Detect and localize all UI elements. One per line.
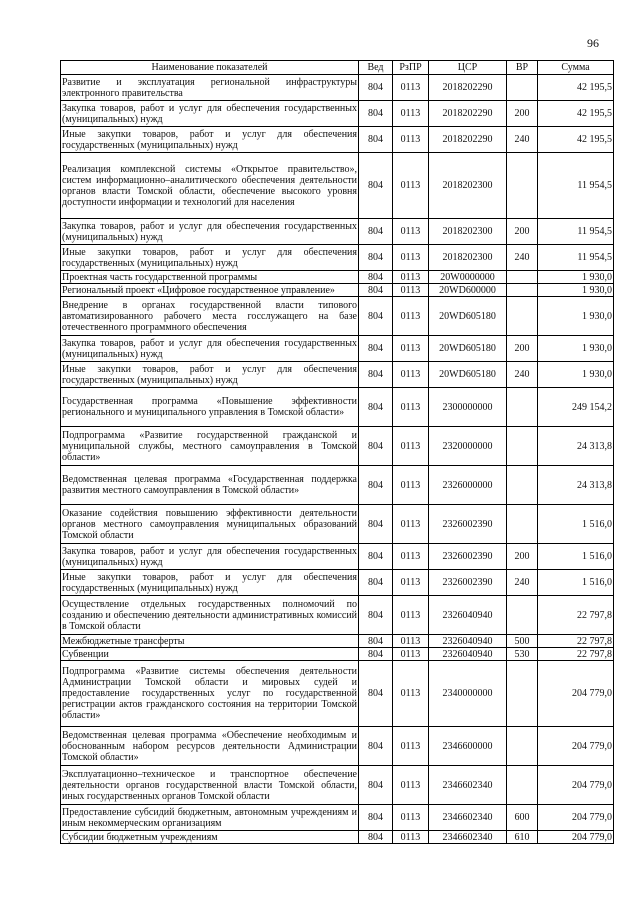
cell-ved: 804 xyxy=(359,805,393,831)
cell-vr: 240 xyxy=(507,245,538,271)
cell-ved: 804 xyxy=(359,648,393,661)
cell-csr: 2300000000 xyxy=(429,388,507,427)
cell-sum: 22 797,8 xyxy=(538,635,614,648)
cell-csr: 2326040940 xyxy=(429,648,507,661)
table-row xyxy=(61,596,614,635)
cell-vr xyxy=(507,297,538,336)
cell-name: Иные закупки товаров, работ и услуг для обеспечения государственных (муниципальных) нужд xyxy=(62,128,357,151)
cell-sum: 22 797,8 xyxy=(538,648,614,661)
cell-sum: 204 779,0 xyxy=(538,661,614,727)
cell-rzpr: 0113 xyxy=(393,362,429,388)
cell-ved: 804 xyxy=(359,466,393,505)
cell-csr: 2346602340 xyxy=(429,831,507,844)
cell-csr: 2018202290 xyxy=(429,101,507,127)
cell-rzpr: 0113 xyxy=(393,661,429,727)
cell-ved: 804 xyxy=(359,271,393,284)
cell-csr: 2018202300 xyxy=(429,153,507,219)
cell-vr xyxy=(507,427,538,466)
cell-vr: 610 xyxy=(507,831,538,844)
table-row xyxy=(61,127,614,153)
cell-rzpr: 0113 xyxy=(393,805,429,831)
cell-sum: 24 313,8 xyxy=(538,427,614,466)
cell-csr: 20WD605180 xyxy=(429,362,507,388)
cell-vr xyxy=(507,661,538,727)
cell-rzpr: 0113 xyxy=(393,831,429,844)
header-name: Наименование показателей xyxy=(61,61,359,75)
cell-rzpr: 0113 xyxy=(393,297,429,336)
header-sum: Сумма xyxy=(538,61,614,75)
table-row xyxy=(61,75,614,101)
cell-name: Ведомственная целевая программа «Обеспечение необходимым и обоснованным набором ресурсов деятельности Администрации Томской области» xyxy=(61,727,359,766)
table-row xyxy=(61,766,614,805)
cell-rzpr: 0113 xyxy=(393,648,429,661)
header-vr: ВР xyxy=(507,61,538,75)
cell-csr: 2018202290 xyxy=(429,127,507,153)
table-row xyxy=(61,727,614,766)
cell-csr: 2346600000 xyxy=(429,727,507,766)
cell-csr: 2340000000 xyxy=(429,661,507,727)
cell-vr: 200 xyxy=(507,101,538,127)
cell-name: Эксплуатационно–техническое и транспортное обеспечение деятельности органов государственной власти Томской области, иных государственных органов Томской области xyxy=(61,766,359,805)
table-row xyxy=(61,570,614,596)
cell-sum: 249 154,2 xyxy=(538,388,614,427)
cell-rzpr: 0113 xyxy=(393,544,429,570)
cell-ved: 804 xyxy=(359,766,393,805)
budget-table xyxy=(60,60,614,844)
cell-vr: 240 xyxy=(507,362,538,388)
cell-name: Государственная программа «Повышение эффективности регионального и муниципального управления в Томской области» xyxy=(61,388,359,427)
cell-vr xyxy=(507,284,538,297)
cell-rzpr: 0113 xyxy=(393,635,429,648)
cell-name: Закупка товаров, работ и услуг для обеспечения государственных (муниципальных) нужд xyxy=(62,220,357,243)
cell-sum: 204 779,0 xyxy=(538,831,614,844)
cell-vr: 200 xyxy=(507,544,538,570)
cell-rzpr: 0113 xyxy=(393,271,429,284)
cell-sum: 1 516,0 xyxy=(538,570,614,596)
cell-sum: 1 930,0 xyxy=(538,336,614,362)
cell-rzpr: 0113 xyxy=(393,596,429,635)
cell-name: Субсидии бюджетным учреждениям xyxy=(61,831,359,844)
cell-name: Предоставление субсидий бюджетным, автономным учреждениям и иным некоммерческим организациям xyxy=(62,806,357,829)
cell-sum: 24 313,8 xyxy=(538,466,614,505)
cell-name: Развитие и эксплуатация региональной инфраструктуры электронного правительства xyxy=(62,76,357,99)
cell-ved: 804 xyxy=(359,101,393,127)
cell-rzpr: 0113 xyxy=(393,466,429,505)
cell-sum: 204 779,0 xyxy=(538,805,614,831)
cell-rzpr: 0113 xyxy=(393,570,429,596)
cell-sum: 11 954,5 xyxy=(538,219,614,245)
cell-name: Закупка товаров, работ и услуг для обеспечения государственных (муниципальных) нужд xyxy=(62,545,357,568)
table-row xyxy=(61,661,614,727)
cell-vr xyxy=(507,727,538,766)
table-row xyxy=(61,362,614,388)
cell-sum: 11 954,5 xyxy=(538,153,614,219)
cell-ved: 804 xyxy=(359,661,393,727)
cell-rzpr: 0113 xyxy=(393,153,429,219)
cell-name: Подпрограмма «Развитие государственной гражданской и муниципальной службы, местного самоуправления в Томской области» xyxy=(61,427,359,466)
cell-sum: 22 797,8 xyxy=(538,596,614,635)
table-row xyxy=(61,245,614,271)
cell-csr: 20W0000000 xyxy=(429,271,507,284)
cell-rzpr: 0113 xyxy=(393,101,429,127)
cell-csr: 2326040940 xyxy=(429,635,507,648)
header-csr: ЦСР xyxy=(429,61,507,75)
cell-sum: 1 516,0 xyxy=(538,544,614,570)
cell-sum: 42 195,5 xyxy=(538,75,614,101)
cell-vr xyxy=(507,153,538,219)
table-row xyxy=(61,336,614,362)
cell-rzpr: 0113 xyxy=(393,219,429,245)
cell-sum: 42 195,5 xyxy=(538,127,614,153)
cell-csr: 2326002390 xyxy=(429,544,507,570)
cell-rzpr: 0113 xyxy=(393,505,429,544)
table-row xyxy=(61,271,614,284)
cell-sum: 1 930,0 xyxy=(538,362,614,388)
cell-ved: 804 xyxy=(359,362,393,388)
table-row xyxy=(61,831,614,844)
table-row xyxy=(61,635,614,648)
cell-rzpr: 0113 xyxy=(393,127,429,153)
cell-csr: 2018202300 xyxy=(429,219,507,245)
cell-ved: 804 xyxy=(359,245,393,271)
header-rzpr: РзПР xyxy=(393,61,429,75)
cell-csr: 2320000000 xyxy=(429,427,507,466)
table-body xyxy=(61,75,614,844)
table-row xyxy=(61,805,614,831)
cell-ved: 804 xyxy=(359,505,393,544)
table-row xyxy=(61,284,614,297)
cell-name: Иные закупки товаров, работ и услуг для обеспечения государственных (муниципальных) нужд xyxy=(62,363,357,386)
cell-sum: 1 930,0 xyxy=(538,297,614,336)
cell-csr: 20WD600000 xyxy=(429,284,507,297)
cell-vr: 200 xyxy=(507,219,538,245)
cell-ved: 804 xyxy=(359,219,393,245)
cell-ved: 804 xyxy=(359,127,393,153)
cell-name: Ведомственная целевая программа «Государственная поддержка развития местного самоуправления в Томской области» xyxy=(61,466,359,505)
cell-name: Закупка товаров, работ и услуг для обеспечения государственных (муниципальных) нужд xyxy=(62,337,357,360)
header-ved: Вед xyxy=(359,61,393,75)
cell-sum: 1 930,0 xyxy=(538,284,614,297)
cell-rzpr: 0113 xyxy=(393,245,429,271)
cell-vr xyxy=(507,388,538,427)
cell-vr xyxy=(507,766,538,805)
cell-ved: 804 xyxy=(359,544,393,570)
cell-name: Осуществление отдельных государственных полномочий по созданию и обеспечению деятельности административных комиссий в Томской области xyxy=(61,596,359,635)
cell-rzpr: 0113 xyxy=(393,284,429,297)
cell-rzpr: 0113 xyxy=(393,336,429,362)
cell-rzpr: 0113 xyxy=(393,427,429,466)
table-row xyxy=(61,219,614,245)
page-number: 96 xyxy=(587,36,599,50)
cell-vr xyxy=(507,466,538,505)
cell-name: Субвенции xyxy=(61,648,359,661)
cell-ved: 804 xyxy=(359,284,393,297)
cell-csr: 2326002390 xyxy=(429,570,507,596)
cell-ved: 804 xyxy=(359,297,393,336)
cell-ved: 804 xyxy=(359,336,393,362)
cell-vr xyxy=(507,271,538,284)
cell-ved: 804 xyxy=(359,388,393,427)
cell-vr xyxy=(507,505,538,544)
cell-rzpr: 0113 xyxy=(393,388,429,427)
table-row xyxy=(61,153,614,219)
cell-rzpr: 0113 xyxy=(393,75,429,101)
cell-ved: 804 xyxy=(359,570,393,596)
cell-name: Закупка товаров, работ и услуг для обеспечения государственных (муниципальных) нужд xyxy=(62,102,357,125)
cell-csr: 2326002390 xyxy=(429,505,507,544)
cell-sum: 204 779,0 xyxy=(538,727,614,766)
cell-vr: 530 xyxy=(507,648,538,661)
cell-name: Внедрение в органах государственной власти типового автоматизированного рабочего места госслужащего на базе отечественного программного обеспечения xyxy=(61,297,359,336)
table-row xyxy=(61,297,614,336)
cell-ved: 804 xyxy=(359,596,393,635)
cell-vr: 600 xyxy=(507,805,538,831)
cell-name: Региональный проект «Цифровое государственное управление» xyxy=(61,284,359,297)
cell-csr: 20WD605180 xyxy=(429,297,507,336)
cell-csr: 2346602340 xyxy=(429,805,507,831)
cell-ved: 804 xyxy=(359,153,393,219)
cell-sum: 1 516,0 xyxy=(538,505,614,544)
cell-ved: 804 xyxy=(359,427,393,466)
cell-name: Проектная часть государственной программы xyxy=(61,271,359,284)
cell-name: Межбюджетные трансферты xyxy=(61,635,359,648)
cell-name: Иные закупки товаров, работ и услуг для обеспечения государственных (муниципальных) нужд xyxy=(62,246,357,269)
cell-csr: 2018202290 xyxy=(429,75,507,101)
cell-csr: 2326040940 xyxy=(429,596,507,635)
table-row xyxy=(61,427,614,466)
cell-ved: 804 xyxy=(359,635,393,648)
cell-name: Реализация комплексной системы «Открытое правительство», систем информационно–аналитического обеспечения деятельности органов власти Томской области, обеспечение высокого уровня доступности информации и технологий для населения xyxy=(61,153,359,219)
cell-csr: 2018202300 xyxy=(429,245,507,271)
cell-rzpr: 0113 xyxy=(393,727,429,766)
table-row xyxy=(61,505,614,544)
cell-sum: 11 954,5 xyxy=(538,245,614,271)
table-row xyxy=(61,388,614,427)
cell-sum: 42 195,5 xyxy=(538,101,614,127)
cell-vr xyxy=(507,75,538,101)
cell-ved: 804 xyxy=(359,727,393,766)
cell-vr: 240 xyxy=(507,570,538,596)
cell-vr: 500 xyxy=(507,635,538,648)
cell-ved: 804 xyxy=(359,75,393,101)
cell-csr: 20WD605180 xyxy=(429,336,507,362)
table-row xyxy=(61,466,614,505)
cell-vr: 200 xyxy=(507,336,538,362)
cell-vr: 240 xyxy=(507,127,538,153)
cell-sum: 1 930,0 xyxy=(538,271,614,284)
table-row xyxy=(61,101,614,127)
cell-name: Подпрограмма «Развитие системы обеспечения деятельности Администрации Томской области и мировых судей и предоставление государственных услуг по государственной регистрации актов гражданского состояния на территории Томской области» xyxy=(61,661,359,727)
cell-rzpr: 0113 xyxy=(393,766,429,805)
table-row xyxy=(61,648,614,661)
table-row xyxy=(61,544,614,570)
table-header-row xyxy=(61,61,614,75)
cell-csr: 2346602340 xyxy=(429,766,507,805)
cell-sum: 204 779,0 xyxy=(538,766,614,805)
cell-name: Оказание содействия повышению эффективности деятельности органов местного самоуправления муниципальных образований Томской области xyxy=(61,505,359,544)
cell-name: Иные закупки товаров, работ и услуг для обеспечения государственных (муниципальных) нужд xyxy=(62,571,357,594)
cell-csr: 2326000000 xyxy=(429,466,507,505)
cell-vr xyxy=(507,596,538,635)
cell-ved: 804 xyxy=(359,831,393,844)
